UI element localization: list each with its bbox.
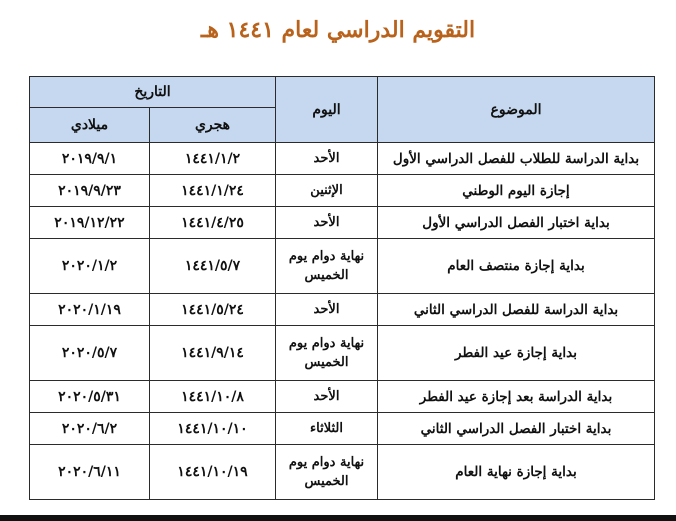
bottom-border — [0, 515, 676, 521]
subject-cell: بداية الدراسة للطلاب للفصل الدراسي الأول — [378, 143, 655, 175]
header-subject: الموضوع — [378, 77, 655, 143]
day-cell: نهاية دوام يوم الخميس — [276, 326, 378, 381]
gregorian-date-cell: ٢٠٢٠/١/١٩ — [30, 294, 150, 326]
hijri-date-cell: ١٤٤١/١٠/٨ — [150, 381, 276, 413]
day-cell: الأحد — [276, 294, 378, 326]
table-row — [30, 445, 655, 500]
subject-cell: بداية الدراسة بعد إجازة عيد الفطر — [378, 381, 655, 413]
subject-cell: بداية إجازة نهاية العام — [378, 445, 655, 500]
day-cell: الثلاثاء — [276, 413, 378, 445]
table-row — [30, 381, 655, 413]
table-row — [30, 294, 655, 326]
day-cell: الأحد — [276, 143, 378, 175]
gregorian-date-cell: ٢٠٢٠/٦/١١ — [30, 445, 150, 500]
header-day: اليوم — [276, 77, 378, 143]
subject-cell: بداية إجازة منتصف العام — [378, 239, 655, 294]
hijri-date-cell: ١٤٤١/١٠/١٠ — [150, 413, 276, 445]
header-hijri: هجري — [150, 108, 276, 143]
hijri-date-cell: ١٤٤١/٩/١٤ — [150, 326, 276, 381]
gregorian-date-cell: ٢٠٢٠/٥/٧ — [30, 326, 150, 381]
table-row — [30, 413, 655, 445]
header-gregorian: ميلادي — [30, 108, 150, 143]
gregorian-date-cell: ٢٠٢٠/٦/٢ — [30, 413, 150, 445]
hijri-date-cell: ١٤٤١/١/٢ — [150, 143, 276, 175]
gregorian-date-cell: ٢٠١٩/٩/١ — [30, 143, 150, 175]
hijri-date-cell: ١٤٤١/٥/٧ — [150, 239, 276, 294]
table-row — [30, 326, 655, 381]
subject-cell: بداية إجازة عيد الفطر — [378, 326, 655, 381]
hijri-date-cell: ١٤٤١/١٠/١٩ — [150, 445, 276, 500]
gregorian-date-cell: ٢٠١٩/١٢/٢٢ — [30, 207, 150, 239]
day-cell: نهاية دوام يوم الخميس — [276, 445, 378, 500]
table-row — [30, 239, 655, 294]
page-title: التقويم الدراسي لعام ١٤٤١ هـ — [200, 17, 476, 43]
gregorian-date-cell: ٢٠٢٠/٥/٣١ — [30, 381, 150, 413]
hijri-date-cell: ١٤٤١/٤/٢٥ — [150, 207, 276, 239]
subject-cell: بداية اختبار الفصل الدراسي الثاني — [378, 413, 655, 445]
gregorian-date-cell: ٢٠١٩/٩/٢٣ — [30, 175, 150, 207]
gregorian-date-cell: ٢٠٢٠/١/٢ — [30, 239, 150, 294]
day-cell: الأحد — [276, 381, 378, 413]
school-calendar-table — [29, 76, 655, 500]
table-row — [30, 175, 655, 207]
day-cell: نهاية دوام يوم الخميس — [276, 239, 378, 294]
hijri-date-cell: ١٤٤١/٥/٢٤ — [150, 294, 276, 326]
day-cell: الأحد — [276, 207, 378, 239]
day-cell: الإثنين — [276, 175, 378, 207]
table-row — [30, 143, 655, 175]
hijri-date-cell: ١٤٤١/١/٢٤ — [150, 175, 276, 207]
subject-cell: إجازة اليوم الوطني — [378, 175, 655, 207]
subject-cell: بداية الدراسة للفصل الدراسي الثاني — [378, 294, 655, 326]
subject-cell: بداية اختبار الفصل الدراسي الأول — [378, 207, 655, 239]
header-date: التاريخ — [30, 77, 276, 108]
table-row — [30, 207, 655, 239]
